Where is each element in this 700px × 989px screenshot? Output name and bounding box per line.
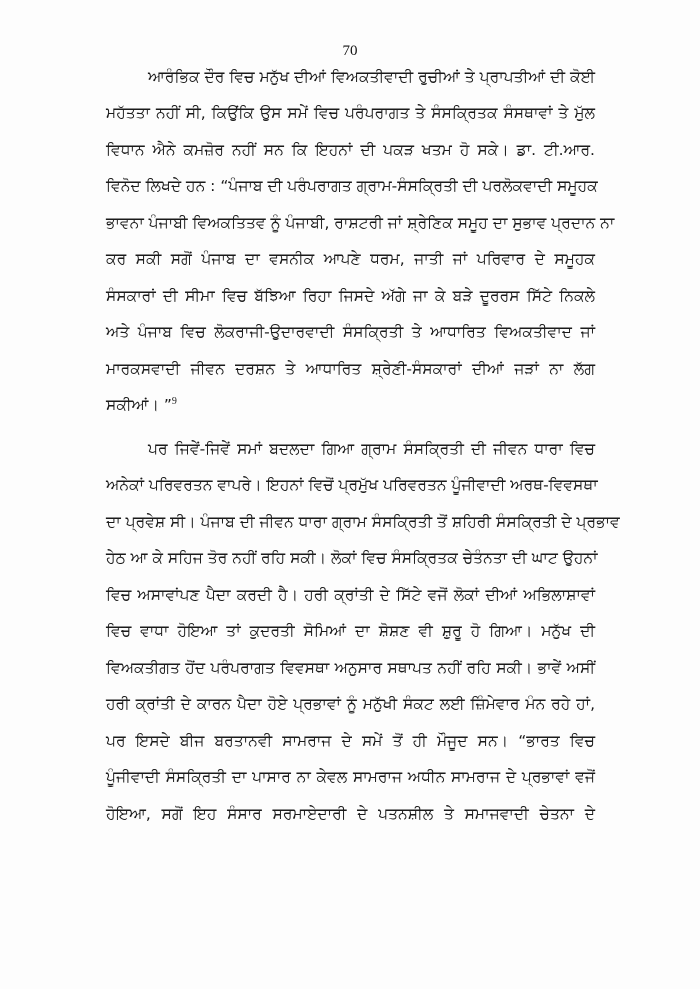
- text-line-last: [106, 393, 595, 417]
- text-line: ਵਿਚ ਵਾਧਾ ਹੋਇਆ ਤਾਂ ਕੁਦਰਤੀ ਸੋਮਿਆਂ ਦਾ ਸ਼ੋਸ਼ਣ ਵੀ ਸ਼ੁਰੂ ਹੋ ਗਿਆ। ਮਨੁੱਖ ਦੀ: [106, 622, 595, 640]
- page-number: 70: [342, 43, 358, 59]
- text-line: ਦਾ ਪ੍ਰਵੇਸ਼ ਸੀ। ਪੰਜਾਬ ਦੀ ਜੀਵਨ ਧਾਰਾ ਗ੍ਰਾਮ ਸੰਸਕ੍ਰਿਤੀ ਤੋਂ ਸ਼ਹਿਰੀ ਸੰਸਕ੍ਰਿਤੀ ਦੇ ਪ੍ਰਭਾਵ: [106, 513, 620, 531]
- text-line: ਅਤੇ ਪੰਜਾਬ ਵਿਚ ਲੋਕਰਾਜੀ-ਉਦਾਰਵਾਦੀ ਸੰਸਕ੍ਰਿਤੀ ਤੇ ਆਧਾਰਿਤ ਵਿਅਕਤੀਵਾਦ ਜਾਂ: [106, 323, 595, 341]
- text-line: ਪਰ ਇਸਦੇ ਬੀਜ ਬਰਤਾਨਵੀ ਸਾਮਰਾਜ ਦੇ ਸਮੇਂ ਤੋਂ ਹੀ ਮੌਜੂਦ ਸਨ। “ਭਾਰਤ ਵਿਚ: [106, 732, 595, 750]
- text-line: ਪਰ ਜਿਵੇਂ-ਜਿਵੇਂ ਸਮਾਂ ਬਦਲਦਾ ਗਿਆ ਗ੍ਰਾਮ ਸੰਸਕ੍ਰਿਤੀ ਦੀ ਜੀਵਨ ਧਾਰਾ ਵਿਚ: [148, 440, 595, 458]
- text-line: ਹੋਇਆ, ਸਗੋਂ ਇਹ ਸੰਸਾਰ ਸਰਮਾਏਦਾਰੀ ਦੇ ਪਤਨਸ਼ੀਲ ਤੇ ਸਮਾਜਵਾਦੀ ਚੇਤਨਾ ਦੇ: [106, 805, 595, 823]
- text-line: ਭਾਵਨਾ ਪੰਜਾਬੀ ਵਿਅਕਤਿਤਵ ਨੂੰ ਪੰਜਾਬੀ, ਰਾਸ਼ਟਰੀ ਜਾਂ ਸ਼੍ਰੇਣਿਕ ਸਮੂਹ ਦਾ ਸੁਭਾਵ ਪ੍ਰਦਾਨ ਨਾ: [106, 214, 615, 232]
- text-line: ਪੂੰਜੀਵਾਦੀ ਸੰਸਕ੍ਰਿਤੀ ਦਾ ਪਾਸਾਰ ਨਾ ਕੇਵਲ ਸਾਮਰਾਜ ਅਧੀਨ ਸਾਮਰਾਜ ਦੇ ਪ੍ਰਭਾਵਾਂ ਵਜੋਂ: [106, 768, 595, 786]
- text-line: ਹਰੀ ਕ੍ਰਾਂਤੀ ਦੇ ਕਾਰਨ ਪੈਦਾ ਹੋਏ ਪ੍ਰਭਾਵਾਂ ਨੂੰ ਮਨੁੱਖੀ ਸੰਕਟ ਲਈ ਜ਼ਿੰਮੇਵਾਰ ਮੰਨ ਰਹੇ ਹਾਂ,: [106, 695, 595, 713]
- text-line: ਮਾਰਕਸਵਾਦੀ ਜੀਵਨ ਦਰਸ਼ਨ ਤੇ ਆਧਾਰਿਤ ਸ਼੍ਰੇਣੀ-ਸੰਸਕਾਰਾਂ ਦੀਆਂ ਜੜਾਂ ਨਾ ਲੱਗ: [106, 360, 595, 378]
- footnote-ref[interactable]: 9: [171, 395, 177, 407]
- text-line: ਵਿਧਾਨ ਐਨੇ ਕਮਜ਼ੋਰ ਨਹੀਂ ਸਨ ਕਿ ਇਹਨਾਂ ਦੀ ਪਕੜ ਖਤਮ ਹੋ ਸਕੇ। ਡਾ. ਟੀ.ਆਰ.: [106, 141, 595, 159]
- text-line: ਵਿਅਕਤੀਗਤ ਹੋਂਦ ਪਰੰਪਰਾਗਤ ਵਿਵਸਥਾ ਅਨੁਸਾਰ ਸਥਾਪਤ ਨਹੀਂ ਰਹਿ ਸਕੀ। ਭਾਵੇਂ ਅਸੀਂ: [106, 659, 595, 677]
- text-line: ਅਨੇਕਾਂ ਪਰਿਵਰਤਨ ਵਾਪਰੇ। ਇਹਨਾਂ ਵਿਚੋਂ ਪ੍ਰਮੁੱਖ ਪਰਿਵਰਤਨ ਪੂੰਜੀਵਾਦੀ ਅਰਥ-ਵਿਵਸਥਾ: [106, 476, 598, 494]
- text-line: ਮਹੱਤਤਾ ਨਹੀਂ ਸੀ, ਕਿਉਂਕਿ ਉਸ ਸਮੇਂ ਵਿਚ ਪਰੰਪਰਾਗਤ ਤੇ ਸੰਸਕ੍ਰਿਤਕ ਸੰਸਥਾਵਾਂ ਤੇ ਮੁੱਲ: [106, 104, 595, 122]
- text-line: ਸੰਸਕਾਰਾਂ ਦੀ ਸੀਮਾ ਵਿਚ ਬੱਝਿਆ ਰਿਹਾ ਜਿਸਦੇ ਅੱਗੇ ਜਾ ਕੇ ਬੜੇ ਦੂਰਰਸ ਸਿੱਟੇ ਨਿਕਲੇ: [106, 287, 595, 305]
- text-line: ਵਿਚ ਅਸਾਵਾਂਪਣ ਪੈਦਾ ਕਰਦੀ ਹੈ। ਹਰੀ ਕ੍ਰਾਂਤੀ ਦੇ ਸਿੱਟੇ ਵਜੋਂ ਲੋਕਾਂ ਦੀਆਂ ਅਭਿਲਾਸ਼ਾਵਾਂ: [106, 586, 595, 604]
- text-line: ਕਰ ਸਕੀ ਸਗੋਂ ਪੰਜਾਬ ਦਾ ਵਸਨੀਕ ਆਪਣੇ ਧਰਮ, ਜਾਤੀ ਜਾਂ ਪਰਿਵਾਰ ਦੇ ਸਮੂਹਕ: [106, 250, 595, 268]
- text-line: ਵਿਨੋਦ ਲਿਖਦੇ ਹਨ : “ਪੰਜਾਬ ਦੀ ਪਰੰਪਰਾਗਤ ਗ੍ਰਾਮ-ਸੰਸਕ੍ਰਿਤੀ ਦੀ ਪਰਲੋਕਵਾਦੀ ਸਮੂਹਕ: [106, 177, 598, 195]
- closing-quote-text: ਸਕੀਆਂ। ”: [106, 396, 172, 414]
- text-line: ਆਰੰਭਿਕ ਦੌਰ ਵਿਚ ਮਨੁੱਖ ਦੀਆਂ ਵਿਅਕਤੀਵਾਦੀ ਰੁਚੀਆਂ ਤੇ ਪ੍ਰਾਪਤੀਆਂ ਦੀ ਕੋਈ: [148, 68, 595, 86]
- text-line: ਹੇਠ ਆ ਕੇ ਸਹਿਜ ਤੋਰ ਨਹੀਂ ਰਹਿ ਸਕੀ। ਲੋਕਾਂ ਵਿਚ ਸੰਸਕ੍ਰਿਤਕ ਚੇਤੰਨਤਾ ਦੀ ਘਾਟ ਉਹਨਾਂ: [106, 549, 598, 567]
